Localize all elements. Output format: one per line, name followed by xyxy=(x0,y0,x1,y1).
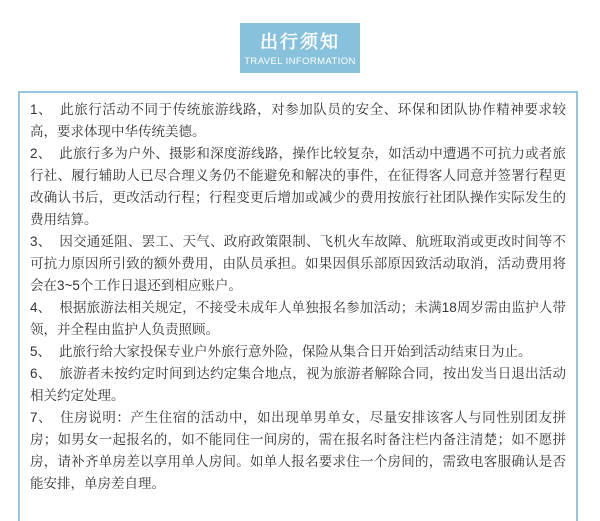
travel-info-badge xyxy=(240,23,360,73)
badge-subtitle-en: TRAVEL INFORMATION xyxy=(244,55,356,67)
item-number: 6、 xyxy=(30,366,52,381)
notice-item-7 xyxy=(30,407,566,495)
item-text: 旅游者未按约定时间到达约定集合地点，视为旅游者解除合同，按出发当日退出活动相关约定处理。 xyxy=(30,366,566,403)
item-number: 4、 xyxy=(30,300,52,315)
item-number: 1、 xyxy=(30,102,53,117)
badge-title-cn: 出行须知 xyxy=(260,31,340,52)
item-text: 此旅行多为户外、摄影和深度游线路，操作比较复杂，如活动中遭遇不可抗力或者旅行社、履行辅助人已尽合理义务仍不能避免和解决的事件，在征得客人同意并签署行程更改确认书后，更改活动行程；行程变更后增加或减少的费用按旅行社团队操作实际发生的费用结算。 xyxy=(30,146,566,227)
item-text: 因交通延阻、罢工、天气、政府政策限制、飞机火车故障、航班取消或更改时间等不可抗力原因所引致的额外费用，由队员承担。如果因俱乐部原因致活动取消，活动费用将会在3~5个工作日退还到相应账户。 xyxy=(30,234,566,293)
item-number: 3、 xyxy=(30,234,52,249)
notice-item-2 xyxy=(30,143,566,231)
item-text: 此旅行给大家投保专业户外旅行意外险，保险从集合日开始到活动结束日为止。 xyxy=(59,344,532,359)
notice-box xyxy=(18,91,578,521)
notice-item-6 xyxy=(30,363,566,407)
notice-item-5 xyxy=(30,341,566,363)
item-number: 2、 xyxy=(30,146,52,161)
item-text: 住房说明：产生住宿的活动中，如出现单男单女，尽量安排该客人与同性别团友拼房；如男女一起报名的，如不能同住一间房的，需在报名时备注栏内备注清楚；如不愿拼房，请补齐单房差以享用单人房间。如单人报名要求住一个房间的，需致电客服确认是否能安排，单房差自理。 xyxy=(30,410,567,491)
item-number: 5、 xyxy=(30,344,52,359)
item-number: 7、 xyxy=(30,410,53,425)
notice-item-4 xyxy=(30,297,566,341)
notice-item-1 xyxy=(30,99,566,143)
item-text: 此旅行活动不同于传统旅游线路，对参加队员的安全、环保和团队协作精神要求较高，要求体现中华传统美德。 xyxy=(30,102,567,139)
notice-item-3 xyxy=(30,231,566,297)
item-text: 根据旅游法相关规定，不接受未成年人单独报名参加活动；未满18周岁需由监护人带领，并全程由监护人负责照顾。 xyxy=(30,300,566,337)
